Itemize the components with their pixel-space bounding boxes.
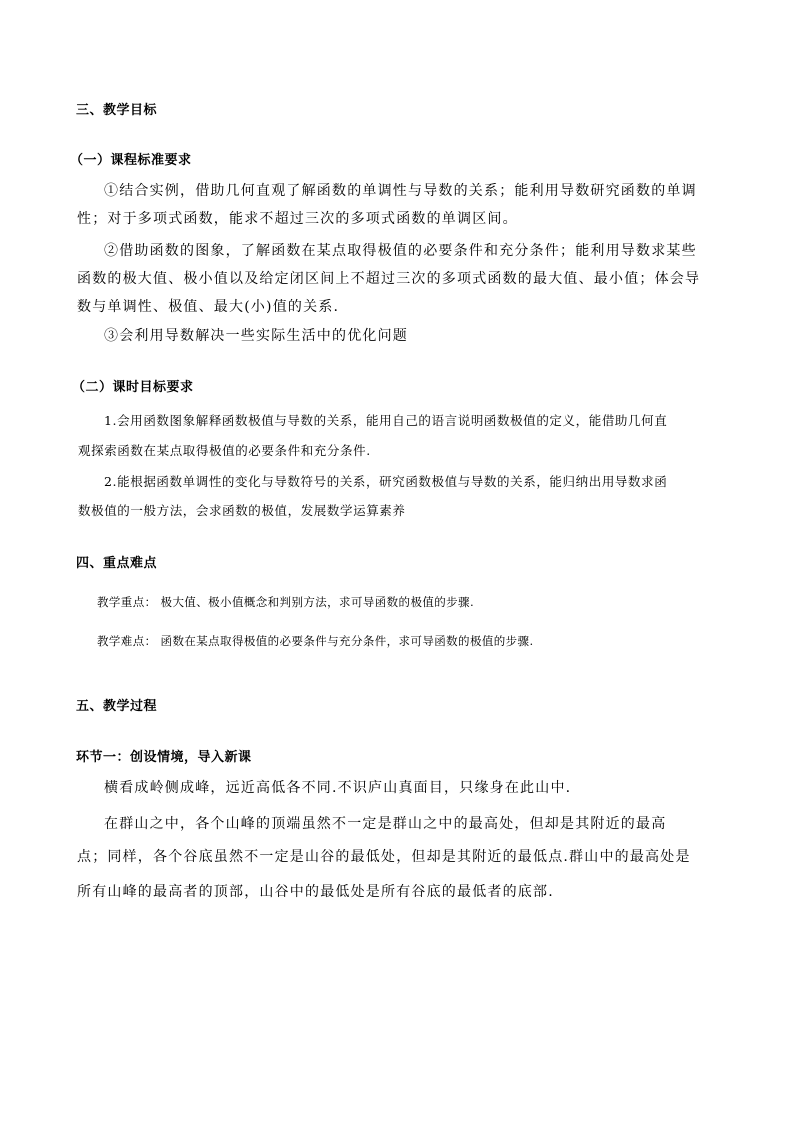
teaching-focus: 教学重点： 极大值、极小值概念和判别方法，求可导函数的极值的步骤. [97, 595, 475, 609]
section-4-heading: 四、重点难点 [76, 556, 158, 571]
paragraph-line: 数极值的一般方法，会求函数的极值，发展数学运算素养 [78, 503, 406, 518]
paragraph-line: 在群山之中，各个山峰的顶端虽然不一定是群山之中的最高处，但却是其附近的最高 [104, 816, 667, 832]
paragraph-line: ③会利用导数解决一些实际生活中的优化问题 [104, 328, 408, 344]
step-1-heading: 环节一：创设情境，导入新课 [76, 750, 252, 765]
paragraph-line: 点；同样，各个谷底虽然不一定是山谷的最低处，但却是其附近的最低点.群山中的最高处是 [77, 849, 691, 865]
subsection-1-heading: （一）课程标准要求 [70, 153, 192, 168]
paragraph-line: 横看成岭侧成峰，远近高低各不同.不识庐山真面目，只缘身在此山中. [104, 780, 572, 796]
paragraph-line: 2.能根据函数单调性的变化与导数符号的关系，研究函数极值与导数的关系，能归纳出用导数求函 [104, 474, 668, 489]
teaching-difficulty: 教学难点： 函数在某点取得极值的必要条件与充分条件，求可导函数的极值的步骤. [97, 634, 534, 648]
paragraph-line: 数与单调性、极值、最大(小)值的关系. [77, 299, 340, 315]
paragraph-line: 性；对于多项式函数，能求不超过三次的多项式函数的单调区间。 [77, 211, 518, 227]
paragraph-line: 函数的极大值、极小值以及给定闭区间上不超过三次的多项式函数的最大值、最小值；体会导 [77, 271, 701, 287]
section-3-heading: 三、教学目标 [76, 103, 158, 118]
paragraph-line: 1.会用函数图象解释函数极值与导数的关系，能用自己的语言说明函数极值的定义，能借助几何直 [104, 413, 668, 428]
paragraph-line: 观探索函数在某点取得极值的必要条件和充分条件. [78, 443, 371, 458]
section-5-heading: 五、教学过程 [76, 699, 158, 714]
paragraph-line: 所有山峰的最高者的顶部，山谷中的最低处是所有谷底的最低者的底部. [77, 884, 554, 900]
subsection-2-heading: （二）课时目标要求 [72, 380, 194, 395]
paragraph-line: ①结合实例，借助几何直观了解函数的单调性与导数的关系；能利用导数研究函数的单调 [104, 183, 697, 199]
paragraph-line: ②借助函数的图象，了解函数在某点取得极值的必要条件和充分条件；能利用导数求某些 [104, 243, 697, 259]
